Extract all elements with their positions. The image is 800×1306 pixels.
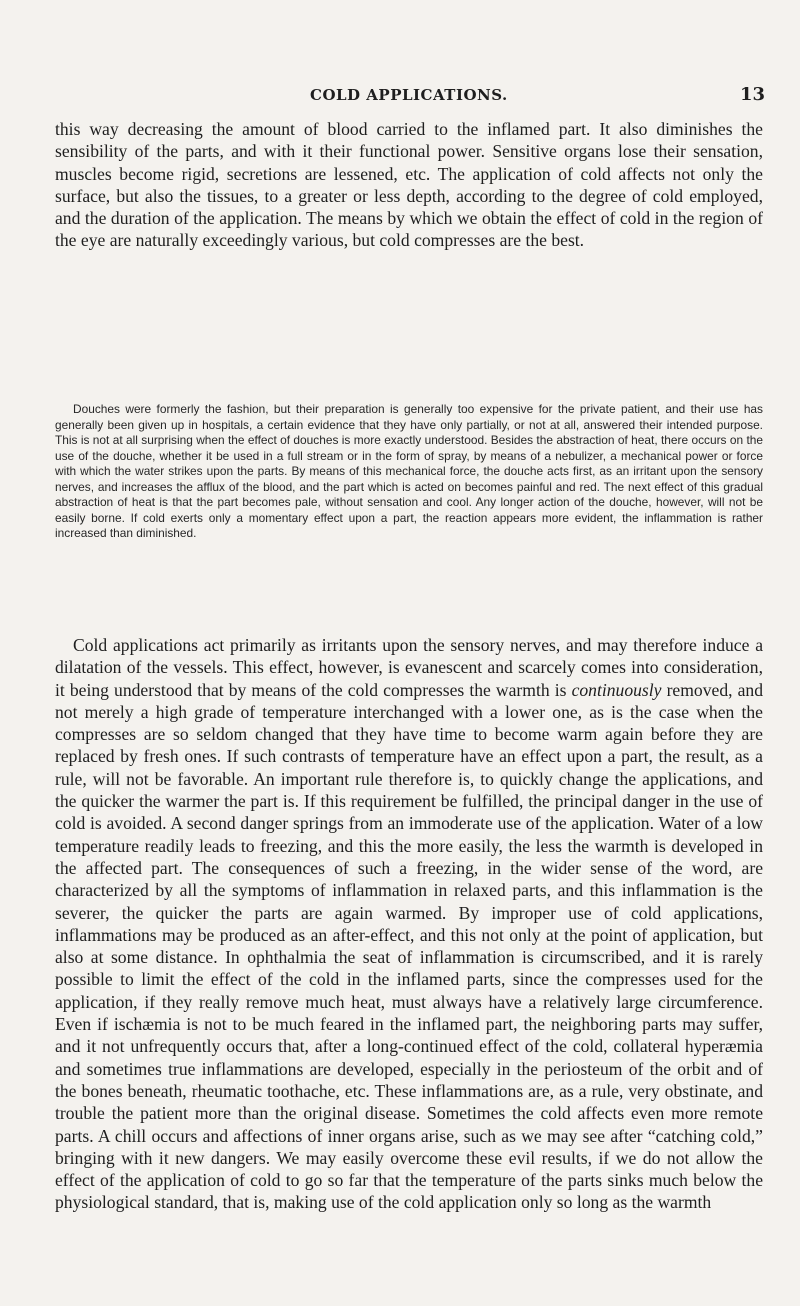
page-number: 13 — [740, 84, 766, 105]
paragraph-2-text-a: Cold applications act primarily as irritants upon the sensory nerves, and may therefore induce a dilatation of the vessels. This effect, however, is evanescent and scarcely comes into consideration, it being understood that by means of the cold compresses the warmth is — [55, 635, 763, 700]
paragraph-2-text-b: removed, and not merely a high grade of temperature interchanged with a lower one, as is the case when the compresses are so seldom changed that they have time to become warm again before they are replaced by fresh ones. If such contrasts of temperature have an effect upon a part, the result, as a rule, will not be favorable. An important rule therefore is, to quickly change the applications, and the quicker the warmer the part is. If this requirement be fulfilled, the principal danger in the use of cold is avoided. A second danger springs from an immoderate use of the application. Water of a low temperature readily leads to freezing, and this the more easily, the less the warmth is developed in the affected part. The consequences of such a freezing, in the wider sense of the word, are characterized by all the symptoms of inflammation in relaxed parts, and this inflammation is the severer, the quicker the parts are again warmed. By improper use of cold applications, inflammations may be produced as an after-effect, and this not only at the point of application, but also at some distance. In ophthalmia the seat of inflammation is circumscribed, and it is rarely possible to limit the effect of the cold in the inflamed parts, since the compresses used for the application, if they really remove much heat, must always have a relatively large circumference. Even if ischæmia is not to be much feared in the inflamed part, the neighboring parts may suffer, and it not unfrequently occurs that, after a long-continued effect of the cold, collateral hyperæmia and sometimes true inflammations are developed, especially in the periosteum of the orbit and of the bones beneath, rheumatic toothache, etc. These inflammations are, as a rule, very obstinate, and trouble the patient more than the original disease. Sometimes the cold affects even more remote parts. A chill occurs and affections of inner organs arise, such as we may see after “catching cold,” bringing with it new dangers. We may easily overcome these evil results, if we do not allow the effect of the application of cold to go so far that the temperature of the parts sinks much below the physiological standard, that is, making use of the cold application only so long as the warmth — [55, 679, 764, 1213]
running-head: COLD APPLICATIONS. — [310, 86, 508, 104]
body-paragraph-2 — [55, 634, 763, 1214]
body-paragraph-1: this way decreasing the amount of blood carried to the inflamed part. It also diminishes the sensibility of the parts, and with it their functional power. Sensitive organs lose their sensation, muscles become rigid, secretions are lessened, etc. The application of cold affects not only the surface, but also the tissues, to a greater or less depth, according to the degree of cold employed, and the duration of the application. The means by which we obtain the effect of cold in the region of the eye are naturally exceedingly various, but cold compresses are the best. — [55, 119, 763, 251]
page-header — [0, 86, 800, 106]
douche-note-paragraph: Douches were formerly the fashion, but their preparation is generally too expensive for the private patient, and their use has generally been given up in hospitals, a certain evidence that they have only partially, or not at all, answered their intended purpose. This is not at all surprising when the effect of douches is more exactly understood. Besides the abstraction of heat, there occurs on the use of the douche, whether it be used in a full stream or in the form of spray, by means of a nebulizer, a mechanical power or force with which the water strikes upon the parts. By means of this mechanical force, the douche acts first, as an irritant upon the sensory nerves, and increases the afflux of the blood, and the part which is acted on becomes painful and red. The next effect of this gradual abstraction of heat is that the part becomes pale, without sensation and cool. Any longer action of the douche, however, will not be easily borne. If cold exerts only a momentary effect upon a part, the reaction appears more evident, the inflammation is rather increased than diminished. — [55, 402, 763, 541]
emphasis-continuously: continuously — [571, 679, 662, 700]
